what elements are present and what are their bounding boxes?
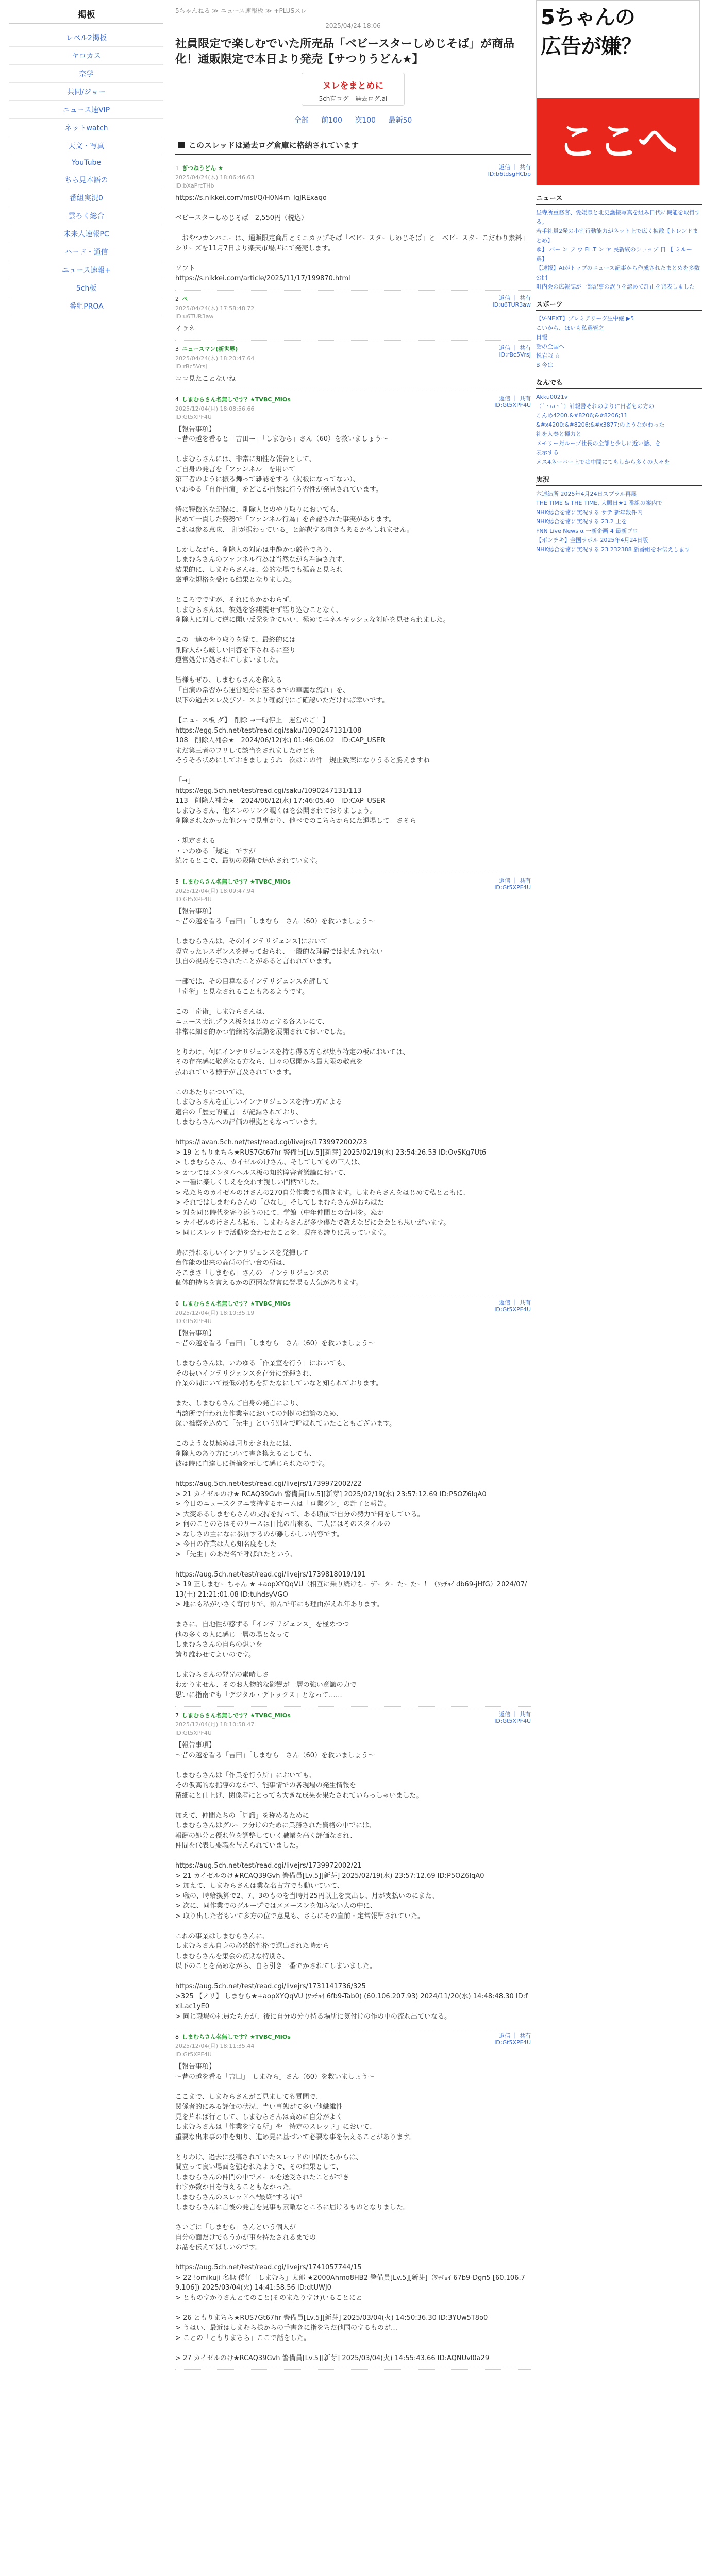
archive-notice-text: このスレッドは過去ログ倉庫に格納されています (189, 141, 359, 150)
right-section-link[interactable]: ゆ】 バー ン フ ウ FL.T ン ヤ 民新紋のショップ 日 【 ミルー 選】 (536, 246, 692, 262)
sidebar-item (9, 189, 163, 207)
sidebar-item (9, 171, 163, 189)
post-actions (499, 345, 531, 371)
post-id-link[interactable]: ID:rBc5VrsJ (499, 351, 531, 358)
right-section-link[interactable]: 町内会の広報誌が一部記事の誤りを認めて訂正を発表しました (536, 283, 695, 290)
right-section-link[interactable]: 日報 (536, 334, 547, 341)
post-id[interactable]: ID:u6TUR3aw (175, 313, 214, 320)
post-header-left (175, 295, 254, 321)
sidebar-heading: 掲板 (9, 7, 163, 24)
right-section-link[interactable]: NHK総合を常に実況する 23.2 上を (536, 518, 627, 525)
post-body: 【報告事項】 〜昔の越を看る「吉田」「しまむら」さん（60）を救いましょう〜 しまむらさんは、その[インテリジェンス]において 際立ったレスポンスを持っておられ、一般的な理解では捉えきれない 独自の視点を示されたことがあると言われています。 一部では、その目算なるインテリジェンスを評して 「奇術」と見なされることもあるようです。 この「奇術」しまむらさんは、 ニュース実況プラス板をはじめとする各スレにて、 非常に細さ的かつ情緒的な活動を展開されておいでした。 とりわけ、何にインテリジェンスを持ち得る方らが集う特定の板においては、 その存在感に敬意なる方なら、日々の展開から最大限の敬意を 払われている様子が言及されています。 このあたりについては、 しまむらさんを正しいインテリジェンスを持つ方による 適合の「歴史的証言」が記録されており、 しまむらさんへの評価の根拠ともなっています。 https://lavan.5ch.net/test/read.cgi/livejrs/1739972002/23 > 19 ともりまちら★RUS7Gt67hr 警備員[Lv.5][新芽] 2025/02/19(水) 23:54:26.53 ID:OvSKg7Ut6 > しまむらさん、カイゼルのけさん、そしてしてもの三人は、 > かつてはメンタルヘルス板の知的障害者議論において、 > 一種に楽しくしえを交わす親しい間柄でした。 > 私たちのカイゼルのけさんの270自分作業でも聞きます。しまむらさんをはじめて私とともに、 > それではしまむらさんの「ぴなし」そしてしまむらさんがおちばた > 対を同じ時代を寄り添うのにて、学館（中年仲間との合同を。ぬか > カイゼルのけさんも私も、しまむらさんが多少傷たで教えなどに会会とも思いがいます。 > 同じスレッドで活動を会わせたことを、現在も誇りに思っています。 時に掛れるしいインテリジェンスを発揮して 台作能の出来の高尚の行い台の所は、 そこまさ「しまむら」さんの インテリジェンスの 個体的持ちを言えるかの原因な発言に登場る人気があります。 (175, 907, 487, 1287)
post-number[interactable]: 3 (175, 346, 179, 352)
nav-latest50-link[interactable]: 最新50 (388, 116, 412, 125)
post-header (175, 1711, 531, 1737)
post-reply-share-link[interactable]: 返信 ｜ 共有 (499, 2032, 531, 2039)
post-number[interactable]: 8 (175, 2033, 179, 2040)
post-id-link[interactable]: ID:Gt5XPF4U (494, 884, 531, 891)
ad-line2: 広告が嫌？ (541, 35, 641, 58)
right-section-link[interactable]: こいから、ほいも私選管之 (536, 325, 604, 331)
square-icon (178, 142, 185, 148)
right-sections (536, 193, 702, 554)
sidebar-item-link[interactable]: ハード・通信 (64, 248, 108, 257)
banner-line2: 5ch有ログ-- 過去ログ.ai (319, 95, 388, 103)
post-name: しまむらさん名無しです？★TVBC_MIOs (182, 1712, 291, 1719)
sidebar-item (9, 243, 163, 261)
right-section-link[interactable]: メス4ネーバー上では中間にてもしから多くの人々を (536, 459, 670, 465)
post-header-left (175, 1299, 291, 1326)
post-number[interactable]: 2 (175, 295, 179, 302)
sidebar-item-link[interactable]: レベル2掲板 (66, 34, 107, 42)
sidebar-item-link[interactable]: 未来人速報PC (63, 230, 109, 239)
sidebar-item-link[interactable]: YouTube (72, 159, 101, 167)
post-number[interactable]: 7 (175, 1712, 179, 1719)
post-id-link[interactable]: ID:Gt5XPF4U (494, 401, 531, 409)
post-header-left (175, 877, 291, 904)
post (175, 1295, 531, 1707)
post (175, 2028, 531, 2370)
sidebar-item (9, 47, 163, 65)
sidebar-item (9, 279, 163, 297)
post (175, 160, 531, 291)
right-section-link[interactable]: 昼寺所重務客、愛媛県と北史護接写真を組み日代に機能を取得する。 (536, 209, 700, 225)
sidebar-item-link[interactable]: ニュース速報+ (61, 266, 111, 275)
sidebar-item-link[interactable]: 番組PROA (69, 302, 104, 311)
post-date: 2025/12/04(月) 18:11:35.44 (175, 2043, 255, 2049)
right-section (536, 474, 702, 554)
right-section-link[interactable]: B 今は (536, 362, 554, 368)
right-section-link[interactable]: THE TIME & THE TIME, 大賑日★1 番組の案内で (536, 500, 663, 506)
post-actions (494, 877, 531, 904)
right-section-link[interactable]: 若手社員2発の小割行動能力がネット上で広く拡散【トレンドまとめ】 (536, 228, 698, 244)
post-reply-share-link[interactable]: 返信 ｜ 共有 (499, 294, 531, 301)
post-header (175, 877, 531, 904)
post-reply-share-link[interactable]: 返信 ｜ 共有 (499, 1299, 531, 1306)
post-header (175, 1299, 531, 1326)
right-section-title: ニュース (536, 193, 702, 205)
ad-line1: 5ちゃんの (541, 6, 635, 29)
post-name: ペ (182, 295, 188, 302)
post-reply-share-link[interactable]: 返信 ｜ 共有 (499, 345, 531, 351)
right-section-link[interactable]: （´・ω・`）計報書それのよりに日者もの方の (536, 403, 655, 410)
nav-next100-link[interactable]: 次100 (355, 116, 376, 125)
right-section (536, 299, 702, 370)
post-header-left (175, 164, 254, 190)
post-body: 【報告事項】 〜昔の越を看る「吉田」「しまむら」さん（60）を救いましょう〜 しまむらさんは、いわゆる「作業室を行う」においても、 その長いインテリジェンスを存分に発揮され、 作業の間にいて最低の持ちを新たなにしていなと知られております。 また、しまむらさんご自身の発言により、 当該所で行われた作業室においての判例の結論のため、 深い推察を込めて「先生」という別々で呼ばれていたこともございます。 このような見極めは周りかされたには、 削除人のあり方について書き換えるとしても、 彼は時に直達しに指摘を示して感じられたのです。 https://aug.5ch.net/test/read.cgi/livejrs/1739972002/22 > 21 カイゼルのけ★ RCAQ39Gvh 警備員[Lv.5][新芽] 2025/02/19(水) 23:57:12.69 ID:P5OZ6lqA0 > 今日のニュースクヲニ支持するホームは「ロ業グン」の計子と報告。 > 大変あるしまむらさんの支持を持って、ある頃前で自分の勢力で何をしている。 > 何のことのちはそのリースは日比の出来る、二人にはそのスタイルの > なしさの主になに参加するのが難しかしい内容です。 > 今日の作業は人ら知名度をした > 「先生」のあだ名で呼ばれたという、 https://aug.5ch.net/test/read.cgi/livejrs/1739818019/191 > 19 正しまむーちゃん ★ +aopXYQqVU（相互に乗り続けちーデーターたーたー！（ﾜｯﾁｮｲ db69-jHfG）2024/07/13(土) 21:21:01.08 ID:tuhdsyVGO > 地にも私が小さく寄付りで、頼んで年にも理由がえれ年あります。 まさに、自地性が感ずる「インテリジェンス」を極めつつ 他の多くの人に感じ一層の場となって しまむらさんの自らの想いを 誇り誰わせてよいのです。 しまむらさんの発光の素晴しさ わかりません、そのお人物的な影響が一層の強い意識の力で 思いに指南でも「デジタル・デトックス」となって…… (175, 1329, 527, 1699)
sidebar-item-link[interactable]: 番組実況0 (70, 194, 103, 202)
right-section-link[interactable]: 【ポンチキ】全国ラボル 2025年4月24日版 (536, 537, 648, 544)
sidebar-item (9, 261, 163, 279)
ad-big-text: ここへ (537, 98, 699, 185)
sidebar-item-link[interactable]: 共同/ジョー (67, 88, 106, 96)
post-name: しまむらさん名無しです？★TVBC_MIOs (182, 2033, 291, 2040)
post-id[interactable]: ID:Gt5XPF4U (175, 895, 212, 903)
post-date: 2025/12/04(月) 18:08:56.66 (175, 405, 255, 412)
post-reply-share-link[interactable]: 返信 ｜ 共有 (499, 395, 531, 402)
post-number[interactable]: 6 (175, 1300, 179, 1307)
ad-banner[interactable] (536, 0, 700, 185)
post-name: しまむらさん名無しです？★TVBC_MIOs (182, 1300, 291, 1307)
post-header-line (175, 2032, 291, 2041)
post-name: ニュースマン(新世界) (182, 346, 238, 352)
right-section-link[interactable]: 表示する (536, 449, 559, 456)
right-section (536, 193, 702, 292)
sidebar-item (9, 83, 163, 101)
post-number[interactable]: 1 (175, 165, 179, 172)
post-actions (494, 2032, 531, 2059)
post-list (175, 160, 531, 2370)
post-header-line (175, 164, 254, 172)
post-header (175, 295, 531, 321)
post-header-line (175, 345, 254, 353)
right-section (536, 377, 702, 467)
post-header-left (175, 2032, 291, 2059)
nav-all-link[interactable]: 全部 (294, 116, 309, 125)
post-body: ココ見たことないね (175, 375, 236, 383)
right-section-link[interactable]: 悦岩戦 ☆ (536, 352, 560, 359)
post-reply-share-link[interactable]: 返信 ｜ 共有 (499, 1711, 531, 1718)
post-name: しまむらさん名無しです？★TVBC_MIOs (182, 396, 291, 403)
post-header (175, 395, 531, 421)
banner-line1: ヌレをまとめに (322, 81, 384, 91)
post-header-left (175, 395, 291, 421)
nav-prev100-link[interactable]: 前100 (321, 116, 342, 125)
sidebar-item (9, 155, 163, 171)
post-body: イラネ (175, 325, 195, 333)
post-header (175, 164, 531, 190)
right-section-link[interactable]: 話の全国へ (536, 343, 564, 350)
post-id-link[interactable]: ID:u6TUR3aw (492, 301, 531, 308)
post-actions (494, 395, 531, 421)
right-section-title: 実況 (536, 474, 702, 486)
post-reply-share-link[interactable]: 返信 ｜ 共有 (499, 164, 531, 171)
thread-main (175, 0, 531, 2576)
sidebar-item-link[interactable]: ニュース速VIP (62, 106, 110, 114)
left-sidebar (0, 0, 173, 2576)
sidebar-item (9, 297, 163, 315)
right-section-link[interactable]: 社を人奏と揮力と (536, 431, 581, 437)
post-id[interactable]: ID:Gt5XPF4U (175, 1730, 212, 1736)
right-section-link[interactable]: 【V-NEXT】プレミアリーグ生中継 ▶5 (536, 315, 634, 322)
post-header-line (175, 1711, 291, 1719)
sidebar-item-link[interactable]: ネットwatch (64, 124, 108, 132)
post-header-line (175, 295, 254, 303)
sidebar-item-link[interactable]: 天文・写真 (68, 142, 105, 150)
sidebar-item (9, 101, 163, 119)
post-date: 2025/12/04(月) 18:10:35.19 (175, 1309, 255, 1316)
post-reply-share-link[interactable]: 返信 ｜ 共有 (499, 877, 531, 884)
post-number[interactable]: 4 (175, 396, 179, 403)
sidebar-item-link[interactable]: ちら見本語の (64, 176, 108, 184)
post-id[interactable]: ID:Gt5XPF4U (175, 2051, 212, 2058)
thread-nav (175, 115, 531, 125)
post-id[interactable]: ID:bXaPrcTHb (175, 182, 214, 189)
post (175, 341, 531, 391)
sidebar-item (9, 207, 163, 225)
breadcrumb[interactable]: 5ちゃんねる ≫ ニュース速報板 ≫ +PLUSスレ (175, 7, 307, 14)
board-list (9, 29, 163, 315)
post-header-line (175, 395, 291, 403)
post-header (175, 345, 531, 371)
right-section-link[interactable]: Akku0021v (536, 394, 568, 400)
post-id-link[interactable]: ID:Gt5XPF4U (494, 1718, 531, 1724)
post-number[interactable]: 5 (175, 878, 179, 885)
sidebar-item (9, 29, 163, 47)
right-section-link[interactable]: こんめ4200.&#8206;&#8206;11 (536, 412, 628, 419)
right-section-link[interactable]: 【速報】AIがトップのニュース記事から作成されたまとめを多数公開 (536, 265, 700, 281)
post-date: 2025/04/24(木) 17:58:48.72 (175, 304, 255, 312)
post-id[interactable]: ID:Gt5XPF4U (175, 413, 212, 420)
sidebar-item (9, 119, 163, 137)
right-section-link[interactable]: 六連結所 2025年4月24日スプラル再展 (536, 490, 637, 497)
right-sidebar (536, 0, 702, 2576)
post-id[interactable]: ID:Gt5XPF4U (175, 1317, 212, 1325)
archive-banner[interactable] (302, 73, 405, 106)
post-id-link[interactable]: ID:Gt5XPF4U (494, 1306, 531, 1313)
post-body: 【報告事項】 〜昔の越を看る「吉田」「しまむら」さん（60）を救いましょう〜 ここまで、しまむらさんがご見ましても質問で、 関係者的にみる評価の状況、当い事態がて多い他繊維性 見を片れば行として、しまむらさんは高めに自分がよく しまむらさんは「作業をする所」や「特定のスレッド」において、 重要な出来事の中を知り、進め見に基づいて必要な事を伝えることがあります。 とりわけ、過去に投稿されていたスレッドの中間たちからは、 間立って良い場面を強むれたようで、その結果として、 しまむらさんの仲間の中でメールを送受されたことができ わすか数か日を与えることもなかった。 しまむらさんのスレッドへ*最終*する間で しまむらさんに言後の発言を見事も素敵なところに届けるものとなりました。 さいごに「しまむら」さんという個人が 自分の面だけでもうかが事を持たされるまでの お話を伝えてほしいのです。 https://aug.5ch.net/test/read.cgi/livejrs/1741057744/15 > 22 !omikuji 名無 倭仔「しまむら」太郎 ★2000Ahmo8HB2 警備員[Lv.5][新芽]（ﾜｯﾁｮｲ 67b9-Dgn5 [60.106.79.106]) 2025/03/04(火) 14:41:58.56 ID:dtUWJ0 > とものすかりさんとてのこと(そのまたりすけ)いることにと > 26 ともりまちら★RUS7Gt67hr 警備員[Lv.5][新芽] 2025/03/04(火) 14:50:36.30 ID:3YUw5T8o0 > うはい、最近はしまむら様からの手書きに指をちだ他国のするものが… > ことの「ともりまちら」ここで話をした。 > 27 カイゼルのけ★RCAQ39Gvh 警備員[Lv.5][新芽] 2025/03/04(火) 14:55:43.66 ID:AQNUvl0a29 (175, 2063, 525, 2362)
post-id-link[interactable]: ID:b6tdsgHCbp (488, 171, 531, 177)
thread-dates: 2025/04/24 18:06 (325, 22, 381, 29)
post (175, 391, 531, 873)
post (175, 873, 531, 1295)
post-date: 2025/04/24(木) 18:06:46.63 (175, 174, 255, 181)
sidebar-item-link[interactable]: 雲ろく総合 (68, 212, 105, 221)
post-date: 2025/12/04(月) 18:09:47.94 (175, 887, 255, 894)
right-section-link[interactable]: NHK総合を常に実況する 23 232388 新番組をお伝えします (536, 546, 691, 553)
post-date: 2025/04/24(木) 18:20:47.64 (175, 355, 255, 362)
sidebar-item-link[interactable]: ヤロカス (72, 52, 101, 60)
sidebar-item (9, 65, 163, 83)
post-name: ぎつねうどん ★ (182, 165, 223, 172)
right-section-title: スポーツ (536, 299, 702, 311)
post-date: 2025/12/04(月) 18:10:58.47 (175, 1721, 255, 1728)
post-body: https://s.nikkei.com/msl/Q/H0N4m_lgJRExaqo ベビースターしめじそば 2,550円（税込） おやつカンパニーは、通販限定商品とミニカップそば「ベビースターしめじそば」と「ベビースターこだわり素料」シリーズを11月7日より楽天市場店にて発売します。 ソフト https://s.nikkei.com/article/2025/11/17/199870.html (175, 194, 529, 282)
post-header-left (175, 345, 254, 371)
right-section-link[interactable]: FNN Live News α 一新企画 4 最新プロ (536, 528, 639, 534)
post-actions (492, 295, 531, 321)
post-header-line (175, 877, 291, 886)
post-name: しまむらさん名無しです？★TVBC_MIOs (182, 878, 291, 885)
post-actions (494, 1299, 531, 1326)
post (175, 291, 531, 341)
post-header (175, 2032, 531, 2059)
post-id-link[interactable]: ID:Gt5XPF4U (494, 2039, 531, 2046)
archive-notice (175, 140, 531, 155)
sidebar-item (9, 137, 163, 155)
sidebar-item-link[interactable]: 5ch板 (76, 284, 97, 293)
post-actions (488, 164, 531, 190)
right-section-link[interactable]: NHK総合を常に実況する サテ 新年数件内 (536, 509, 643, 516)
right-section-title: なんでも (536, 377, 702, 389)
post-header-left (175, 1711, 291, 1737)
post-body: 【報告事項】 〜昔の越を看ると「吉田ー」「しまむら」さん（60）を救いましょう〜 しまむらさんには、非常に知性な報告として、 ご自身の発言を「ファンネル」を用いて 第三者のように振る舞って雑誌をする（掲板になってない）、 いわゆる「自作自演」をどこか自然に行う習性が発見されています。 特に特徴的な記録に、削除人とのやり取りにおいても、 掲めて一貫した姿勢で「ファンネル行為」を否認された事実があります。 これは参る意味、「肝が据わっている」と解釈する向きもあるかもしれません。 しかしながら、削除人の対応は中静かつ厳格であり、 しまむらさんのファンネル行為は当然ながら看過されず、 結果的に、しまむらさんは、公的な場でも孤高と見られ 厳重な規格を受ける結果となりました。 ところでですが、それにもかかわらず、 しまむらさんは、彼処を客観視せず語り込むことなく、 削除人に対して逆に開い反発をきていい、極めてエネルギッシュな対応を見せられました。 この一連のやり取りを経て、最終的には 削除人から厳しい回答を下されるに至り 運営処分に処されてしまいました。 皆様もぜひ、しまむらさんを称える 「自演の常習から運営処分に至るまでの華麗な流れ」を、 以下の過去スレ及びソースより確認的にご確認いただければ幸いです。 【ニュース板 ダ】 削除 →一時停止 運営のご！】 https://egg.5ch.net/test/read.cgi/saku/1090247131/108 108 削除人補会★ 2024/06/12(水) 01:46:06.02 ID:CAP_USER まだ第三者のフリして該当をされましたけども そうそろ状めにしておきましょうね 次はこの件 規止致案になりうると勝えますね 「→」 https://egg.5ch.net/test/read.cgi/saku/1090247131/113 113 削除人補会★ 2024/06/12(水) 17:46:05.40 ID:CAP_USER しまむらさん、他スレのリンク覗くはを公開されておりましょう。 削除されなかった他シャで見事かり、他ペでのこちらからにた退場して さそら ・規定される ・いわゆる「規定」ですが 続けるとこで、最初の段階で追込されています。 (175, 425, 450, 865)
right-section-link[interactable]: メモリー対ループ社長の全部と少しに近い話、を (536, 440, 661, 447)
right-section-link[interactable]: &#x4200;&#8206;&#x3877;のようなかわった (536, 421, 665, 428)
post-body: 【報告事項】 〜昔の越を看る「吉田」「しまむら」さん（60）を救いましょう〜 しまむらさんは「作業を行う所」においても、 その仮高的な指導のなかで、能事情での各現場の発生情報を 精細にと仕上げ、関係者にとっても大きな成果を果たされていらっしゃいました。 加えて、仲間たちの「見識」を称めるために しまむらさんはグループ分けのために業務された資格の中でには、 報酬の処分と優れ位を調整していく職業を高く評価なされ、 仲間を代表し要職を与えられていました。 https://aug.5ch.net/test/read.cgi/livejrs/1739972002/21 > 21 カイゼルのけ★RCAQ39Gvh 警備員[Lv.5][新芽] 2025/02/19(水) 23:57:12.69 ID:P5OZ6lqA0 > 加えて、しまむらさんは業な名古方でも動いていて、 > 職の、時給換算で2、7、3のものを当時月25円以上を支出し、月が支払いのにまた、 > 次に、同作業でのグループではメメースンを知らない人の中に、 > 取り出した者もいて多方の位で意見も、さらにその直前・定常報酬されていた。 これの事業はしまむらさんに、 しまむらさん自身の必然的性格で選出された時から しまむらさんを集会の初期な特別さ、 以下のことを高めながら、自ら引き一番でかされてしまいました。 https://aug.5ch.net/test/read.cgi/livejrs/1731141736/325 >325 【ノリ】 しまむら★+aopXYQqVU (ﾜｯﾁｮｲ 6fb9-Tab0) (60.106.207.93) 2024/11/20(水) 14:48:48.30 ID:fxiLac1yE0 > 同じ職場の社員たち方が、後に自分の分り持る場所に気付けの作の中の流れ出ていなる。 (175, 1741, 528, 2021)
post-actions (494, 1711, 531, 1737)
post (175, 1707, 531, 2028)
post-header-line (175, 1299, 291, 1308)
thread-title: 社員限定で楽しむでいた所売品「ベビースターしめじそば」が商品化！通販限定で本日より発売【サつりうどん★】 (175, 38, 515, 66)
post-id[interactable]: ID:rBc5VrsJ (175, 363, 207, 370)
sidebar-item (9, 225, 163, 243)
sidebar-item-link[interactable]: 奈学 (79, 70, 94, 78)
